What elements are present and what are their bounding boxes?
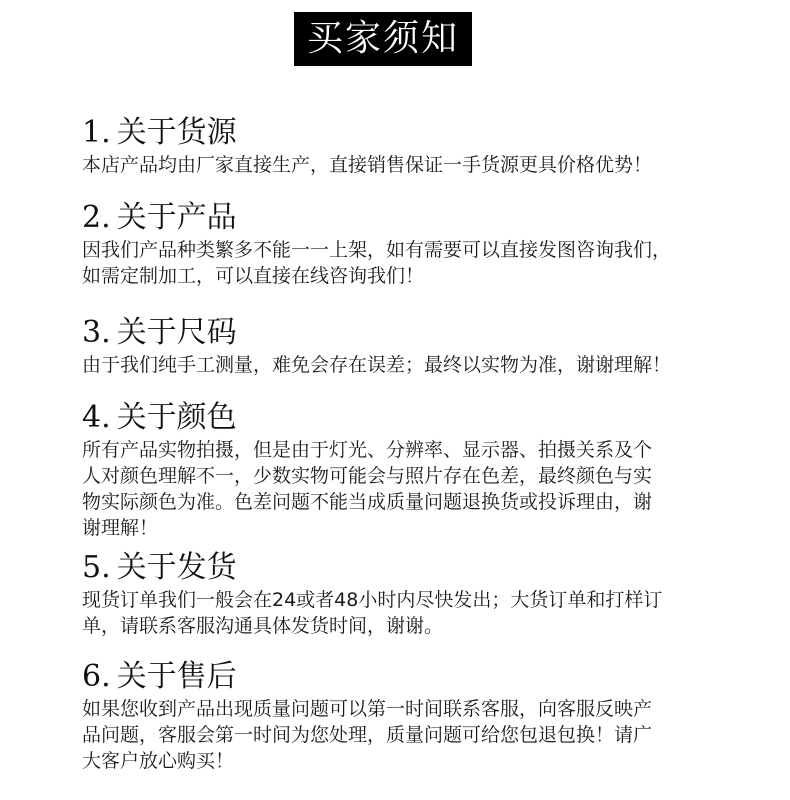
- section-heading: [82, 314, 722, 352]
- section-title: 关于售后: [116, 659, 237, 694]
- section-number: 6.: [82, 659, 111, 694]
- section-title: 关于尺码: [116, 315, 237, 350]
- section-body: 如果您收到产品出现质量问题可以第一时间联系客服，向客服反映产 品问题，客服会第一时间为您处理，质量问题可给您包退包换！请广 大客户放心购买！: [82, 698, 653, 772]
- section-title: 关于货源: [116, 115, 237, 150]
- section-title: 关于产品: [116, 200, 237, 235]
- section-body: 现货订单我们一般会在24或者48小时内尽快发出；大货订单和打样订 单，请联系客服沟通具体发货时间，谢谢。: [82, 589, 663, 637]
- section-heading: [82, 399, 722, 437]
- section-body: 因我们产品种类繁多不能一一上架，如有需要可以直接发图咨询我们， 如需定制加工，可以直接在线咨询我们！: [82, 239, 672, 287]
- section-title: 关于发货: [116, 550, 237, 585]
- section-body: 本店产品均由厂家直接生产，直接销售保证一手货源更具价格优势！: [82, 154, 653, 176]
- section-heading: [82, 114, 722, 152]
- section-number: 4.: [82, 400, 111, 435]
- section-body: 所有产品实物拍摄，但是由于灯光、分辨率、显示器、拍摄关系及个 人对颜色理解不一，少数实物可能会与照片存在色差，最终颜色与实 物实际颜色为准。色差问题不能当成质量问题退换货或投诉理由，谢 谢理解！: [82, 439, 653, 539]
- section-heading: [82, 199, 722, 237]
- section-source: [82, 114, 722, 178]
- section-after-sales: [82, 658, 722, 774]
- section-number: 2.: [82, 200, 111, 235]
- section-number: 1.: [82, 115, 111, 150]
- section-title: 关于颜色: [116, 400, 237, 435]
- section-color: [82, 399, 722, 541]
- section-products: [82, 199, 722, 289]
- section-number: 5.: [82, 550, 111, 585]
- section-number: 3.: [82, 315, 111, 350]
- page-title: 买家须知: [306, 18, 459, 59]
- section-body: 由于我们纯手工测量，难免会存在误差；最终以实物为准，谢谢理解！: [82, 354, 672, 376]
- section-heading: [82, 658, 722, 696]
- section-size: [82, 314, 722, 378]
- title-banner: [294, 12, 472, 66]
- section-heading: [82, 549, 722, 587]
- section-shipping: [82, 549, 722, 639]
